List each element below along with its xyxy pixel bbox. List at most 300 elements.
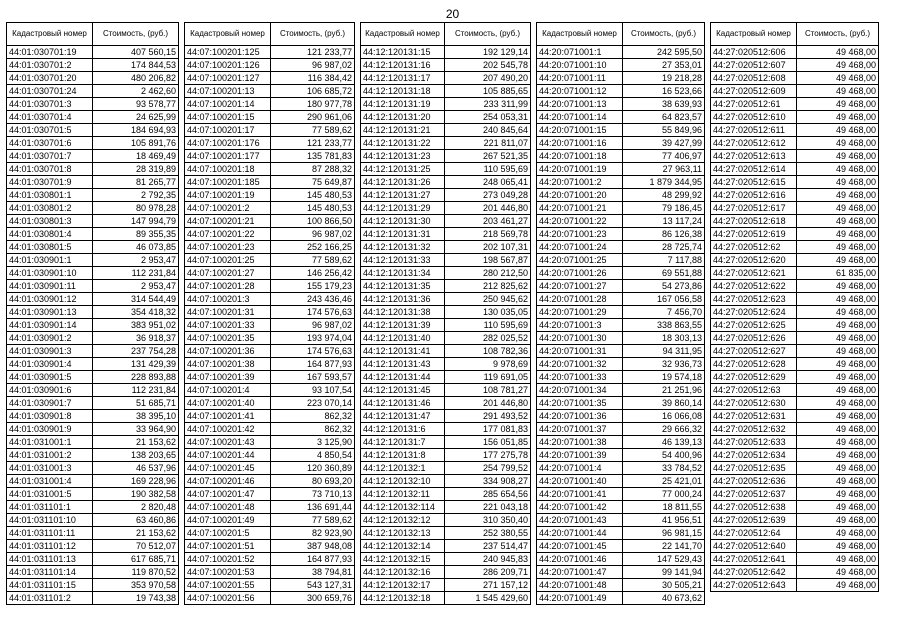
cost-cell: 223 070,14 [271,397,355,410]
table-row [711,449,879,462]
cadastral-number-cell: 44:01:030701:7 [7,150,93,163]
cadastral-number-cell: 44:20:071001:32 [537,358,623,371]
table-row [7,384,179,397]
table-row [537,436,705,449]
table-row [185,150,355,163]
cadastral-number-cell: 44:07:100201:35 [185,332,271,345]
table-row [537,592,705,605]
table-row [711,488,879,501]
cost-cell: 112 231,84 [93,267,179,280]
cadastral-number-cell: 44:20:071001:31 [537,345,623,358]
cost-cell: 202 545,78 [445,59,531,72]
table-row [537,384,705,397]
cost-cell: 96 987,02 [271,59,355,72]
table-row [185,475,355,488]
cadastral-number-cell: 44:07:100201:5 [185,527,271,540]
cadastral-number-cell: 44:20:071001:10 [537,59,623,72]
cadastral-number-cell: 44:07:100201:38 [185,358,271,371]
table-row [185,46,355,59]
table-row [185,163,355,176]
cadastral-number-cell: 44:01:031001:3 [7,462,93,475]
cadastral-number-cell: 44:12:120131:41 [361,345,445,358]
table-row [537,85,705,98]
table-row [185,306,355,319]
cost-cell: 28 725,74 [623,241,705,254]
cost-cell: 79 186,45 [623,202,705,215]
cadastral-number-cell: 44:07:100201:53 [185,566,271,579]
table-row [361,436,531,449]
cadastral-number-cell: 44:20:071001:3 [537,319,623,332]
table-row [361,241,531,254]
table-row [361,137,531,150]
cost-cell: 51 685,71 [93,397,179,410]
cost-cell: 49 468,00 [797,280,879,293]
cost-cell: 82 923,90 [271,527,355,540]
cadastral-number-cell: 44:27:020512:610 [711,111,797,124]
table-row [537,319,705,332]
cadastral-number-cell: 44:07:100201:17 [185,124,271,137]
table-row [7,202,179,215]
table-row [7,150,179,163]
cost-cell: 250 945,62 [445,293,531,306]
cadastral-number-cell: 44:12:120131:30 [361,215,445,228]
cost-cell: 49 468,00 [797,410,879,423]
cadastral-number-cell: 44:27:020512:635 [711,462,797,475]
table-row [537,124,705,137]
cost-cell: 49 468,00 [797,189,879,202]
table-row [537,358,705,371]
table-row [711,423,879,436]
table-row [361,306,531,319]
cadastral-number-cell: 44:12:120131:20 [361,111,445,124]
cadastral-number-cell: 44:01:030701:20 [7,72,93,85]
cadastral-number-cell: 44:07:100201:22 [185,228,271,241]
cost-cell: 27 963,11 [623,163,705,176]
cadastral-number-cell: 44:01:030701:3 [7,98,93,111]
cost-cell: 49 468,00 [797,553,879,566]
table-row [361,124,531,137]
cost-cell: 221 043,18 [445,501,531,514]
cadastral-number-cell: 44:01:031001:5 [7,488,93,501]
cost-cell: 81 265,77 [93,176,179,189]
cost-cell: 49 468,00 [797,150,879,163]
cost-cell: 96 987,02 [271,228,355,241]
cost-cell: 55 849,96 [623,124,705,137]
cadastral-number-cell: 44:12:120131:38 [361,306,445,319]
cost-cell: 16 066,08 [623,410,705,423]
cadastral-number-cell: 44:01:030901:14 [7,319,93,332]
cadastral-number-cell: 44:12:120131:15 [361,46,445,59]
cadastral-table-block-5 [710,22,879,592]
cost-cell: 862,32 [271,423,355,436]
cadastral-number-cell: 44:07:100201:49 [185,514,271,527]
cost-cell: 300 659,76 [271,592,355,605]
table-row [361,579,531,592]
cadastral-number-cell: 44:27:020512:608 [711,72,797,85]
table-row [185,85,355,98]
table-row [361,280,531,293]
cadastral-number-cell: 44:20:071001:42 [537,501,623,514]
cost-cell: 119 691,05 [445,371,531,384]
cost-cell: 106 685,72 [271,85,355,98]
table-row [185,501,355,514]
cadastral-number-cell: 44:27:020512:615 [711,176,797,189]
cadastral-number-cell: 44:12:120132:14 [361,540,445,553]
cost-cell: 49 468,00 [797,72,879,85]
cost-cell: 282 025,52 [445,332,531,345]
table-row [7,280,179,293]
table-row [711,72,879,85]
cost-cell: 77 589,62 [271,514,355,527]
table-row [537,215,705,228]
cost-cell: 49 468,00 [797,436,879,449]
cost-cell: 198 567,87 [445,254,531,267]
cadastral-number-cell: 44:07:100201:33 [185,319,271,332]
cadastral-number-cell: 44:27:020512:640 [711,540,797,553]
cost-cell: 40 673,62 [623,592,705,605]
cadastral-number-cell: 44:12:120132:12 [361,514,445,527]
table-row [185,254,355,267]
cost-cell: 89 355,35 [93,228,179,241]
cadastral-number-cell: 44:01:030901:10 [7,267,93,280]
cadastral-number-cell: 44:12:120131:43 [361,358,445,371]
cost-cell: 19 743,38 [93,592,179,605]
cadastral-number-cell: 44:27:020512:637 [711,488,797,501]
cadastral-number-cell: 44:12:120131:47 [361,410,445,423]
cadastral-number-cell: 44:07:100201:27 [185,267,271,280]
table-row [537,462,705,475]
cost-cell: 49 468,00 [797,462,879,475]
cadastral-number-cell: 44:27:020512:620 [711,254,797,267]
cadastral-number-cell: 44:27:020512:626 [711,332,797,345]
table-row [185,410,355,423]
cadastral-number-cell: 44:07:100201:15 [185,111,271,124]
cadastral-number-cell: 44:20:071001:45 [537,540,623,553]
table-row [7,59,179,72]
cost-cell: 314 544,49 [93,293,179,306]
cadastral-number-cell: 44:07:100201:36 [185,345,271,358]
table-row [185,124,355,137]
cadastral-number-cell: 44:07:100201:25 [185,254,271,267]
cadastral-number-cell: 44:20:071001:19 [537,163,623,176]
cost-cell: 146 256,42 [271,267,355,280]
table-row [537,423,705,436]
cadastral-number-cell: 44:01:030701:19 [7,46,93,59]
table-row [711,371,879,384]
cadastral-number-cell: 44:20:071001:34 [537,384,623,397]
cadastral-number-cell: 44:20:071001:27 [537,280,623,293]
cadastral-number-cell: 44:12:120131:7 [361,436,445,449]
table-row [537,228,705,241]
cost-cell: 49 468,00 [797,501,879,514]
cost-cell: 18 811,55 [623,501,705,514]
table-row [7,358,179,371]
cadastral-number-cell: 44:20:071001:44 [537,527,623,540]
cost-cell: 334 908,27 [445,475,531,488]
table-row [711,501,879,514]
cadastral-number-cell: 44:07:100201:14 [185,98,271,111]
cost-cell: 174 576,63 [271,306,355,319]
cost-cell: 290 961,06 [271,111,355,124]
cost-cell: 242 595,50 [623,46,705,59]
cadastral-number-cell: 44:12:120131:22 [361,137,445,150]
cadastral-number-cell: 44:27:020512:619 [711,228,797,241]
cost-cell: 49 468,00 [797,579,879,592]
cadastral-number-cell: 44:01:030701:24 [7,85,93,98]
cost-cell: 49 468,00 [797,332,879,345]
cadastral-number-cell: 44:07:100201:48 [185,501,271,514]
table-row [7,345,179,358]
cadastral-number-cell: 44:27:020512:617 [711,202,797,215]
cadastral-number-cell: 44:12:120131:39 [361,319,445,332]
table-row [711,150,879,163]
table-row [361,345,531,358]
cadastral-number-cell: 44:27:020512:641 [711,553,797,566]
cadastral-number-cell: 44:27:020512:622 [711,280,797,293]
table-row [185,280,355,293]
table-row [361,319,531,332]
table-row [537,46,705,59]
cost-cell: 119 870,52 [93,566,179,579]
cadastral-number-cell: 44:12:120132:10 [361,475,445,488]
cadastral-number-cell: 44:01:030901:9 [7,423,93,436]
cost-cell: 108 782,36 [445,345,531,358]
cadastral-number-cell: 44:12:120131:23 [361,150,445,163]
cost-cell: 49 468,00 [797,384,879,397]
cost-cell: 252 166,25 [271,241,355,254]
table-row [185,345,355,358]
table-row [361,397,531,410]
page-number: 20 [445,7,460,21]
cost-cell: 49 468,00 [797,241,879,254]
cost-cell: 49 468,00 [797,111,879,124]
table-row [711,46,879,59]
cost-cell: 93 578,77 [93,98,179,111]
cadastral-number-cell: 44:01:030701:5 [7,124,93,137]
table-row [537,150,705,163]
table-row [537,241,705,254]
cost-cell: 39 860,14 [623,397,705,410]
table-row [711,345,879,358]
cadastral-number-cell: 44:27:020512:634 [711,449,797,462]
cost-cell: 131 429,39 [93,358,179,371]
cost-cell: 96 987,02 [271,319,355,332]
table-row [185,267,355,280]
cadastral-number-cell: 44:12:120131:17 [361,72,445,85]
table-row [711,228,879,241]
cost-cell: 96 981,15 [623,527,705,540]
cadastral-number-cell: 44:12:120131:32 [361,241,445,254]
table-row [537,189,705,202]
cost-cell: 233 311,99 [445,98,531,111]
cost-cell: 267 521,35 [445,150,531,163]
cadastral-number-cell: 44:20:071001:1 [537,46,623,59]
cost-cell: 36 918,37 [93,332,179,345]
cadastral-number-cell: 44:01:030901:7 [7,397,93,410]
table-row [7,410,179,423]
table-row [185,176,355,189]
cadastral-number-cell: 44:01:030801:4 [7,228,93,241]
cost-cell: 70 512,07 [93,540,179,553]
cadastral-number-cell: 44:07:100201:23 [185,241,271,254]
table-row [185,371,355,384]
cadastral-number-cell: 44:12:120131:27 [361,189,445,202]
cost-cell: 177 275,78 [445,449,531,462]
cost-cell: 228 893,88 [93,371,179,384]
cost-cell: 49 468,00 [797,345,879,358]
cadastral-number-cell: 44:20:071001:2 [537,176,623,189]
table-row [361,488,531,501]
table-row [185,293,355,306]
cadastral-number-cell: 44:01:030701:4 [7,111,93,124]
cost-cell: 167 593,57 [271,371,355,384]
cadastral-number-cell: 44:27:020512:642 [711,566,797,579]
cadastral-number-cell: 44:12:120131:6 [361,423,445,436]
cost-cell: 354 418,32 [93,306,179,319]
cost-cell: 4 850,54 [271,449,355,462]
cost-cell: 16 523,66 [623,85,705,98]
cost-cell: 49 468,00 [797,137,879,150]
column-header-cadastral: Кадастровый номер [185,23,271,46]
table-row [711,319,879,332]
column-header-cadastral: Кадастровый номер [361,23,445,46]
cadastral-number-cell: 44:01:030901:3 [7,345,93,358]
cost-cell: 94 311,95 [623,345,705,358]
cadastral-number-cell: 44:01:030901:11 [7,280,93,293]
table-row [361,553,531,566]
cost-cell: 63 460,86 [93,514,179,527]
cost-cell: 105 885,65 [445,85,531,98]
cost-cell: 147 529,43 [623,553,705,566]
cadastral-number-cell: 44:01:030701:9 [7,176,93,189]
table-row [7,228,179,241]
table-row [185,189,355,202]
table-row [7,553,179,566]
cost-cell: 243 436,46 [271,293,355,306]
table-row [7,475,179,488]
cadastral-number-cell: 44:07:100201:177 [185,150,271,163]
table-row [7,488,179,501]
table-row [711,397,879,410]
column-header-cadastral: Кадастровый номер [711,23,797,46]
table-row [361,202,531,215]
table-row [711,202,879,215]
cadastral-number-cell: 44:07:100201:19 [185,189,271,202]
cost-cell: 49 468,00 [797,202,879,215]
table-row [711,124,879,137]
table-row [185,111,355,124]
cadastral-number-cell: 44:27:020512:636 [711,475,797,488]
cadastral-number-cell: 44:07:100201:31 [185,306,271,319]
cost-cell: 80 693,20 [271,475,355,488]
table-row [361,72,531,85]
table-row [537,540,705,553]
table-row [7,98,179,111]
cost-cell: 138 203,65 [93,449,179,462]
cost-cell: 407 560,15 [93,46,179,59]
cadastral-number-cell: 44:27:020512:611 [711,124,797,137]
cost-cell: 2 462,60 [93,85,179,98]
cost-cell: 121 233,77 [271,46,355,59]
cadastral-number-cell: 44:27:020512:638 [711,501,797,514]
cost-cell: 49 468,00 [797,306,879,319]
table-row [361,85,531,98]
cost-cell: 49 468,00 [797,475,879,488]
cadastral-number-cell: 44:27:020512:609 [711,85,797,98]
cost-cell: 27 353,01 [623,59,705,72]
cost-cell: 136 691,44 [271,501,355,514]
table-row [711,475,879,488]
cost-cell: 240 945,83 [445,553,531,566]
cadastral-number-cell: 44:01:030901:8 [7,410,93,423]
cadastral-number-cell: 44:12:120131:18 [361,85,445,98]
cost-cell: 46 537,96 [93,462,179,475]
table-row [711,436,879,449]
table-row [361,59,531,72]
table-row [361,215,531,228]
cost-cell: 80 978,28 [93,202,179,215]
table-row [7,189,179,202]
cadastral-number-cell: 44:01:030801:1 [7,189,93,202]
cost-cell: 86 126,38 [623,228,705,241]
table-row [7,423,179,436]
cadastral-number-cell: 44:20:071001:47 [537,566,623,579]
cost-cell: 75 649,87 [271,176,355,189]
cost-cell: 61 835,00 [797,267,879,280]
cadastral-number-cell: 44:27:020512:627 [711,345,797,358]
cost-cell: 120 360,89 [271,462,355,475]
column-header-cost: Стоимость, (руб.) [797,23,879,46]
table-row [7,332,179,345]
table-row [537,332,705,345]
table-row [361,98,531,111]
cost-cell: 39 427,99 [623,137,705,150]
cadastral-number-cell: 44:07:100201:40 [185,397,271,410]
cost-cell: 353 970,58 [93,579,179,592]
cost-cell: 387 948,08 [271,540,355,553]
cost-cell: 49 468,00 [797,488,879,501]
table-row [537,293,705,306]
table-row [361,189,531,202]
cadastral-number-cell: 44:12:120131:26 [361,176,445,189]
table-row [7,254,179,267]
table-row [537,527,705,540]
cadastral-number-cell: 44:12:120131:8 [361,449,445,462]
cost-cell: 9 978,69 [445,358,531,371]
cost-cell: 38 639,93 [623,98,705,111]
table-row [361,111,531,124]
column-header-cost: Стоимость, (руб.) [271,23,355,46]
cost-cell: 49 468,00 [797,124,879,137]
table-row [185,319,355,332]
cost-cell: 49 468,00 [797,215,879,228]
table-row [537,59,705,72]
cadastral-number-cell: 44:27:020512:614 [711,163,797,176]
cadastral-number-cell: 44:20:071001:25 [537,254,623,267]
cost-cell: 174 844,53 [93,59,179,72]
table-row [537,306,705,319]
table-row [361,228,531,241]
cost-cell: 310 350,40 [445,514,531,527]
cost-cell: 49 468,00 [797,449,879,462]
table-row [711,267,879,280]
table-row [537,137,705,150]
cadastral-number-cell: 44:20:071001:22 [537,215,623,228]
cost-cell: 201 446,80 [445,397,531,410]
cadastral-number-cell: 44:01:030901:1 [7,254,93,267]
cadastral-number-cell: 44:20:071001:11 [537,72,623,85]
cost-cell: 164 877,93 [271,358,355,371]
